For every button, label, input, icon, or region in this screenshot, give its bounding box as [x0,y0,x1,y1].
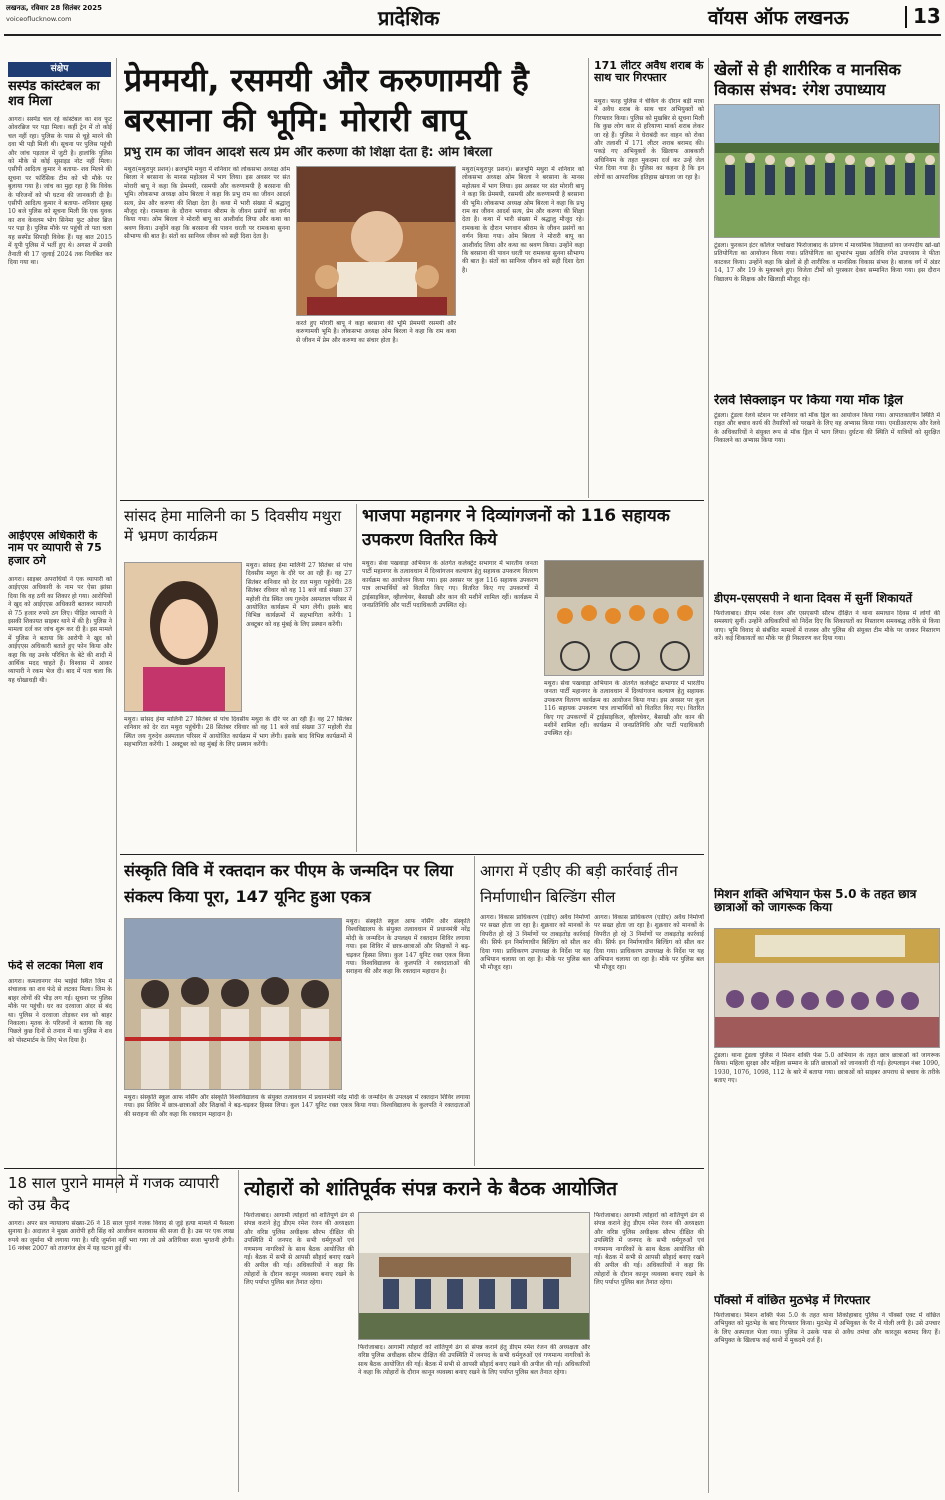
festival-headline: त्योहारों को शांतिपूर्वक संपन्न कराने के बैठक आयोजित [244,1178,618,1200]
hema-body-cont: मथुरा। सांसद हेमा मालिनी 27 सितंबर से पांच दिवसीय मथुरा के दौरे पर आ रही हैं। वह 27 सितंबर शनिवार को देर रात मथुरा पहुंचेंगी। 28 सितंबर रविवार को वह 11 बजे वार्ड संख्या 37 महोली रोड स्थित जय गुरुदेव अस्पताल परिसर में आयोजित कार्यक्रम में भाग लेंगी। इसके बाद विभिन्न कार्यक्रमों में सहभागिता करेंगी। 1 अक्टूबर को वह मुंबई के लिए प्रस्थान करेंगी। [124,716,352,749]
column-divider [116,58,117,1193]
mission-shakti-body: टूंडला। थाना टूंडला पुलिस ने मिशन शक्ति फेस 5.0 अभियान के तहत छात्र छात्राओं को जागरूक किया। महिला सुरक्षा और महिला सम्मान के प्रति छात्राओं को जानकारी दी गई। हेल्पलाइन नंबर 1090, 1930, 1076, 1098, 112 के बारे में बताया गया। छात्राओं को साइबर अपराध से बचाव के तरीके बताए गए। [714,1052,940,1085]
thana-diwas-headline: डीएम-एसएसपी ने थाना दिवस में सुनीं शिकायतें [714,592,913,605]
hema-headline: सांसद हेमा मालिनी का 5 दिवसीय मथुरा में भ्रमण कार्यक्रम [124,507,342,545]
liquor-headline: 171 लीटर अवैध शराब के साथ चार गिरफ्तार [594,60,704,85]
mockdrill-body: टूंडला। टूंडला रेलवे स्टेशन पर शनिवार को मॉक ड्रिल का आयोजन किया गया। आपातकालीन स्थिति में राहत और बचाव कार्य की तैयारियों को परखने के लिए यह अभ्यास किया गया। एनडीआरएफ और रेलवे के अधिकारियों ने संयुक्त रूप से मॉक ड्रिल में भाग लिया। दुर्घटना की स्थिति में यात्रियों को सुरक्षित निकालने का अभ्यास किया गया। [714,412,940,445]
brief-3-headline: फंदे से लटका मिला शव [8,960,103,972]
section-rule [120,500,704,501]
festival-body-cont: फिरोजाबाद। आगामी त्योहारों को शांतिपूर्ण ढंग से संपन्न कराने हेतु डीएम रमेश रंजन की अध्यक्षता और वरिष्ठ पुलिस अधीक्षक सौरभ दीक्षित की उपस्थिति में जनपद के सभी धर्मगुरुओं एवं गणमान्य नागरिकों के साथ बैठक आयोजित की गई। बैठक में सभी से आपसी सौहार्द बनाए रखने की अपील की गई। अधिकारियों ने कहा कि त्योहारों के दौरान कानून व्यवस्था बनाए रखने के लिए पर्याप्त पुलिस बल तैनात रहेगा। [358,1344,590,1377]
sports-body: टूंडला। फुरकान इंटर कॉलेज पचोखरा फिरोजाबाद के प्रांगण में माध्यमिक विद्यालयों का जनपदीय खो-खो प्रतियोगिता का आयोजन किया गया। प्रतियोगिता का शुभारंभ मुख्य अतिथि रंगेश उपाध्याय ने फीता काटकर किया। उन्होंने कहा कि खेलों से ही शारीरिक व मानसिक विकास संभव है। बालक वर्ग में अंडर 14, 17 और 19 के मुकाबले हुए। विजेता टीमों को पुरस्कार देकर सम्मानित किया गया। इस दौरान विद्यालय के शिक्षक और खिलाड़ी मौजूद रहे। [714,242,940,283]
lead-photo-image [297,167,456,316]
mockdrill-headline: रेलवे सिक्लाइन पर किया गया मॉक ड्रिल [714,394,903,408]
section-rule [4,1168,704,1169]
lead-headline: प्रेममयी, रसमयी और करुणामयी है बरसाना की भूमि: मोरारी बापू [124,61,529,139]
page-number: 13 [913,4,941,28]
bjp-body-cont: मथुरा। सेवा पखवाड़ा अभियान के अंतर्गत कलेक्ट्रेट सभागार में भारतीय जनता पार्टी महानगर के तत्वावधान में दिव्यांगजन कल्याण हेतु सहायक उपकरण वितरण कार्यक्रम का आयोजन किया गया। इस अवसर पर कुल 116 सहायक उपकरण पात्र लाभार्थियों को वितरित किए गए। वितरित किए गए उपकरणों में ट्राईसाइकिल, व्हीलचेयर, बैसाखी और कान की मशीनें शामिल रहीं। कार्यक्रम में जनप्रतिनिधि और पार्टी पदाधिकारी उपस्थित रहे। [544,680,704,738]
column-divider [356,504,357,852]
brand-divider [905,6,907,28]
mission-shakti-headline: मिशन शक्ति अभियान फेस 5.0 के तहत छात्र छात्राओं को जागरूक किया [714,888,917,915]
sports-photo [714,104,940,238]
ada-body-cont: आगरा। विकास प्राधिकरण (एडीए) अवैध निर्माणों पर सख्त होता जा रहा है। शुक्रवार को मानकों के विपरीत हो रहे 3 निर्माणों पर ताबड़तोड़ कार्रवाई की। सिर्फ इन निर्माणाधीन बिल्डिंग को सील कर दिया गया। प्राधिकरण उपाध्यक्ष के निर्देश पर यह अभियान चलाया जा रहा है। मौके पर पुलिस बल भी मौजूद रहा। [594,914,704,972]
bjp-photo-image [545,561,704,676]
blood-body-cont: मथुरा। संस्कृति स्कूल आफ नर्सिंग और संस्कृति विश्वविद्यालय के संयुक्त तत्वावधान में प्रधानमंत्री नरेंद्र मोदी के जन्मदिन के उपलक्ष्य में रक्तदान शिविर लगाया गया। इस शिविर में छात्र-छात्राओं और शिक्षकों ने बढ़-चढ़कर हिस्सा लिया। कुल 147 यूनिट रक्त एकत्र किया गया। विश्वविद्यालय के कुलपति ने रक्तदाताओं की सराहना की और कहा कि रक्तदान महादान है। [124,1094,470,1118]
brief-tag: संक्षेप [8,62,111,77]
mission-shakti-photo [714,928,940,1048]
hema-body: मथुरा। सांसद हेमा मालिनी 27 सितंबर से पांच दिवसीय मथुरा के दौरे पर आ रही हैं। वह 27 सितंबर शनिवार को देर रात मथुरा पहुंचेंगी। 28 सितंबर रविवार को वह 11 बजे वार्ड संख्या 37 महोली रोड स्थित जय गुरुदेव अस्पताल परिसर में आयोजित कार्यक्रम में भाग लेंगी। इसके बाद विभिन्न कार्यक्रमों में सहभागिता करेंगी। 1 अक्टूबर को वह मुंबई के लिए प्रस्थान करेंगी। [246,562,352,628]
blood-photo-image [125,919,342,1090]
website: voiceoflucknow.com [6,15,72,23]
gajak-headline: 18 साल पुराने मामले में गजक व्यापारी को उम्र कैद [8,1174,219,1214]
sports-headline: खेलों से ही शारीरिक व मानसिक विकास संभव: रंगेश उपाध्याय [714,60,901,99]
brief-2-body: आगरा। साइबर अपराधियों ने एक व्यापारी को आईएएस अधिकारी के नाम पर ऐसा झांसा दिया कि वह ठगी का शिकार हो गया। आरोपियों ने खुद को आईएएस अधिकारी बताकर व्यापारी से 75 हजार रुपये ठग लिए। पीड़ित व्यापारी ने इसकी शिकायत साइबर थाने में की है। पुलिस ने मामला दर्ज कर जांच शुरू कर दी है। इस मामले में पुलिस ने बताया कि आरोपी ने खुद को आईएएस अधिकारी बताते हुए फोन किया और कहा कि वह उनके परिचित के बेटे की शादी में आर्थिक मदद चाहते हैं। विश्वास में आकर व्यापारी ने रकम भेज दी। बाद में पता चला कि यह धोखाधड़ी थी। [8,576,112,684]
blood-body: मथुरा। संस्कृति स्कूल आफ नर्सिंग और संस्कृति विश्वविद्यालय के संयुक्त तत्वावधान में प्रधानमंत्री नरेंद्र मोदी के जन्मदिन के उपलक्ष्य में रक्तदान शिविर लगाया गया। इस शिविर में छात्र-छात्राओं और शिक्षकों ने बढ़-चढ़कर हिस्सा लिया। कुल 147 यूनिट रक्त एकत्र किया गया। विश्वविद्यालय के कुलपति ने रक्तदाताओं की सराहना की और कहा कि रक्तदान महादान है। [346,918,470,976]
brief-3-body: आगरा। कमलानगर नेम भाईसे स्थित जिम में संचालक का शव फंदे से लटका मिला। जिम के बाहर लोगों की भीड़ लग गई। सूचना पर पुलिस मौके पर पहुंची। घर का दरवाजा अंदर से बंद था। पुलिस ने दरवाजा तोड़कर शव को बाहर निकाला। मृतक के परिजनों ने बताया कि वह पिछले कुछ दिनों से तनाव में था। पुलिस ने शव को पोस्टमार्टम के लिए भेज दिया है। [8,978,112,1044]
lead-subhead: प्रभु राम का जीवन आदर्श सत्य प्रेम और करुणा की शिक्षा देता है: ओम बिरला [124,146,492,160]
festival-body-right: फिरोजाबाद। आगामी त्योहारों को शांतिपूर्ण ढंग से संपन्न कराने हेतु डीएम रमेश रंजन की अध्यक्षता और वरिष्ठ पुलिस अधीक्षक सौरभ दीक्षित की उपस्थिति में जनपद के सभी धर्मगुरुओं एवं गणमान्य नागरिकों के साथ बैठक आयोजित की गई। बैठक में सभी से आपसी सौहार्द बनाए रखने की अपील की गई। अधिकारियों ने कहा कि त्योहारों के दौरान कानून व्यवस्था बनाए रखने के लिए पर्याप्त पुलिस बल तैनात रहेगा। [594,1212,704,1287]
thana-diwas-body: फिरोजाबाद। डीएम रमेश रंजन और एसएसपी सौरभ दीक्षित ने थाना समाधान दिवस में लोगों की समस्याएं सुनीं। उन्होंने अधिकारियों को निर्देश दिए कि शिकायतों का निस्तारण समयबद्ध तरीके से किया जाए। भूमि विवाद से संबंधित मामलों में राजस्व और पुलिस की संयुक्त टीम मौके पर जाकर निस्तारण करें। कई शिकायतों का मौके पर ही निस्तारण कर दिया गया। [714,610,940,643]
mission-shakti-photo-image [715,929,940,1048]
dateline: लखनऊ, रविवार 28 सितंबर 2025 [6,4,103,12]
pocso-headline: पॉक्सो में वांछित मुठभेड़ में गिरफ्तार [714,1294,871,1307]
sports-photo-image [715,105,940,238]
gajak-body: आगरा। अपर सत्र न्यायालय संख्या-26 ने 18 साल पुराने गजक विवाद से जुड़े हत्या मामले में फैसला सुनाया है। अदालत ने मुख्य आरोपी हरी सिंह को आजीवन कारावास की सजा दी है। उस पर एक लाख रुपये का जुर्माना भी लगाया गया है। यदि जुर्माना नहीं भरा गया तो उसे अतिरिक्त सजा भुगतनी होगी। 16 नवंबर 2007 को ताजगंज क्षेत्र में यह घटना हुई थी। [8,1220,234,1253]
festival-photo-image [359,1213,590,1340]
ada-headline: आगरा में एडीए की बड़ी कार्रवाई तीन निर्माणाधीन बिल्डिंग सील [480,862,678,906]
bjp-headline: भाजपा महानगर ने दिव्यांगजनों को 116 सहायक उपकरण वितरित किये [362,506,670,550]
hema-photo-image [125,563,242,712]
masthead [0,0,945,36]
section-rule [120,854,704,855]
festival-photo [358,1212,590,1340]
blood-photo [124,918,342,1090]
pocso-body: फिरोजाबाद। मिशन शक्ति फेस 5.0 के तहत थाना शिकोहाबाद पुलिस ने पॉक्सो एक्ट में वांछित अभियुक्त को मुठभेड़ के बाद गिरफ्तार किया। मुठभेड़ में अभियुक्त के पैर में गोली लगी है। उसे उपचार के लिए अस्पताल भेजा गया। पुलिस ने उसके पास से अवैध तमंचा और कारतूस बरामद किए हैं। अभियुक्त के खिलाफ कई थानों में मुकदमे दर्ज हैं। [714,1312,940,1345]
lead-photo [296,166,456,316]
blood-headline: संस्कृति विवि में रक्तदान कर पीएम के जन्मदिन पर लिया संकल्प किया पूरा, 147 यूनिट हुआ एकत्र [124,861,453,906]
hema-photo [124,562,242,712]
brief-2-headline: आईएएस अधिकारी के नाम पर व्यापारी से 75 हजार ठगे [8,530,102,567]
column-divider [474,856,475,1166]
lead-body-left: मथुरा(मथुरापुर प्रशन)। ब्रजभूमि मथुरा में शनिवार को लोकसभा अध्यक्ष ओम बिरला ने बरसाना के मानस महोत्सव में भाग लिया। इस अवसर पर संत मोरारी बापू ने कहा कि प्रेममयी, रसमयी और करुणामयी है बरसाना की भूमि। लोकसभा अध्यक्ष ओम बिरला ने कहा कि प्रभु राम का जीवन आदर्श सत्य, प्रेम और करुणा की शिक्षा देता है। कथा में भारी संख्या में श्रद्धालु मौजूद रहे। रामकथा के दौरान भगवान श्रीराम के जीवन प्रसंगों का वर्णन किया गया। ओम बिरला ने मोरारी बापू का आशीर्वाद लिया और कथा का श्रवण किया। उन्होंने कहा कि बरसाना की पावन धरती पर रामकथा सुनना सौभाग्य की बात है। संतों का सानिध्य जीवन को सही दिशा देता है। [124,166,290,241]
section-title: प्रादेशिक [378,6,440,30]
festival-body: फिरोजाबाद। आगामी त्योहारों को शांतिपूर्ण ढंग से संपन्न कराने हेतु डीएम रमेश रंजन की अध्यक्षता और वरिष्ठ पुलिस अधीक्षक सौरभ दीक्षित की उपस्थिति में जनपद के सभी धर्मगुरुओं एवं गणमान्य नागरिकों के साथ बैठक आयोजित की गई। बैठक में सभी से आपसी सौहार्द बनाए रखने की अपील की गई। अधिकारियों ने कहा कि त्योहारों के दौरान कानून व्यवस्था बनाए रखने के लिए पर्याप्त पुलिस बल तैनात रहेगा। [244,1212,354,1287]
column-divider [588,58,589,498]
bjp-photo [544,560,704,676]
brief-1-headline: सस्पेंड कांस्टेबल का शव मिला [8,80,100,109]
lead-caption: करते हुए मोरारी बापू ने कहा बरसाना की भूमि प्रेममयी रसमयी और करुणामयी भूमि है। लोकसभा अध्यक्ष ओम बिरला ने कहा कि राम कथा से जीवन में प्रेम और करुणा का संचार होता है। [296,320,456,344]
column-divider [708,58,709,1493]
ada-body: आगरा। विकास प्राधिकरण (एडीए) अवैध निर्माणों पर सख्त होता जा रहा है। शुक्रवार को मानकों के विपरीत हो रहे 3 निर्माणों पर ताबड़तोड़ कार्रवाई की। सिर्फ इन निर्माणाधीन बिल्डिंग को सील कर दिया गया। प्राधिकरण उपाध्यक्ष के निर्देश पर यह अभियान चलाया जा रहा है। मौके पर पुलिस बल भी मौजूद रहा। [480,914,590,972]
brand-title: वॉयस ऑफ लखनऊ [708,7,849,29]
column-divider [238,1170,239,1492]
liquor-body: मथुरा। फरह पुलिस ने चेकिंग के दौरान बड़ी मात्रा में अवैध शराब के साथ चार अभियुक्तों को गिरफ्तार किया। पुलिस को मुखबिर से सूचना मिली कि कुछ लोग कार से हरियाणा मार्का शराब लेकर जा रहे हैं। पुलिस ने घेराबंदी कर वाहन को रोका और तलाशी में 171 लीटर शराब बरामद की। पकड़े गए अभियुक्तों के खिलाफ आबकारी अधिनियम के तहत मुकदमा दर्ज कर उन्हें जेल भेज दिया गया है। पुलिस का कहना है कि इन लोगों का आपराधिक इतिहास खंगाला जा रहा है। [594,98,704,181]
lead-body-right: मथुरा(मथुरापुर प्रशन)। ब्रजभूमि मथुरा में शनिवार को लोकसभा अध्यक्ष ओम बिरला ने बरसाना के मानस महोत्सव में भाग लिया। इस अवसर पर संत मोरारी बापू ने कहा कि प्रेममयी, रसमयी और करुणामयी है बरसाना की भूमि। लोकसभा अध्यक्ष ओम बिरला ने कहा कि प्रभु राम का जीवन आदर्श सत्य, प्रेम और करुणा की शिक्षा देता है। कथा में भारी संख्या में श्रद्धालु मौजूद रहे। रामकथा के दौरान भगवान श्रीराम के जीवन प्रसंगों का वर्णन किया गया। ओम बिरला ने मोरारी बापू का आशीर्वाद लिया और कथा का श्रवण किया। उन्होंने कहा कि बरसाना की पावन धरती पर रामकथा सुनना सौभाग्य की बात है। संतों का सानिध्य जीवन को सही दिशा देता है। [462,166,584,274]
bjp-body: मथुरा। सेवा पखवाड़ा अभियान के अंतर्गत कलेक्ट्रेट सभागार में भारतीय जनता पार्टी महानगर के तत्वावधान में दिव्यांगजन कल्याण हेतु सहायक उपकरण वितरण कार्यक्रम का आयोजन किया गया। इस अवसर पर कुल 116 सहायक उपकरण पात्र लाभार्थियों को वितरित किए गए। वितरित किए गए उपकरणों में ट्राईसाइकिल, व्हीलचेयर, बैसाखी और कान की मशीनें शामिल रहीं। कार्यक्रम में जनप्रतिनिधि और पार्टी पदाधिकारी उपस्थित रहे। [362,560,538,610]
brief-1-body: आगरा। सस्पेंड चल रहे कांस्टेबल का शव फूट ओवरब्रिज पर पड़ा मिला। कहीं ट्रेन में तो कोई चल नहीं रहा। पुलिस के पास से चूहे मारने की दवा भी पड़ी मिली थी। सूचना पर पुलिस पहुंची और जांच पड़ताल में जुटी है। हालांकि पुलिस को मौके से कोई सुसाइड नोट नहीं मिला। एसीपी आदित्य कुमार ने बताया- शव मिलने की सूचना पर फॉरेंसिक टीम को भी मौके पर बुलाया गया है। जांच का मुद्दा रहा है कि विवेक के परिजनों को भी घटना की जानकारी दी है। एसीपी आदित्य कुमार ने बताया- शनिवार सुबह 10 बजे पुलिस को सूचना मिली कि एक युवक का शव केवलम भोग सिनेमा फुट ओवर ब्रिज पर पड़ा है। पुलिस मौके पर पहुंची तो पता चला यह सस्पेंड सिपाही विवेक हैं। यह बात 2015 में यूपी पुलिस में भर्ती हुए थे। अगस्त में उनकी तैनाती थी 17 जुलाई 2024 तक निलंबित कर दिया गया था। [8,116,112,266]
masthead-rule [4,34,941,36]
